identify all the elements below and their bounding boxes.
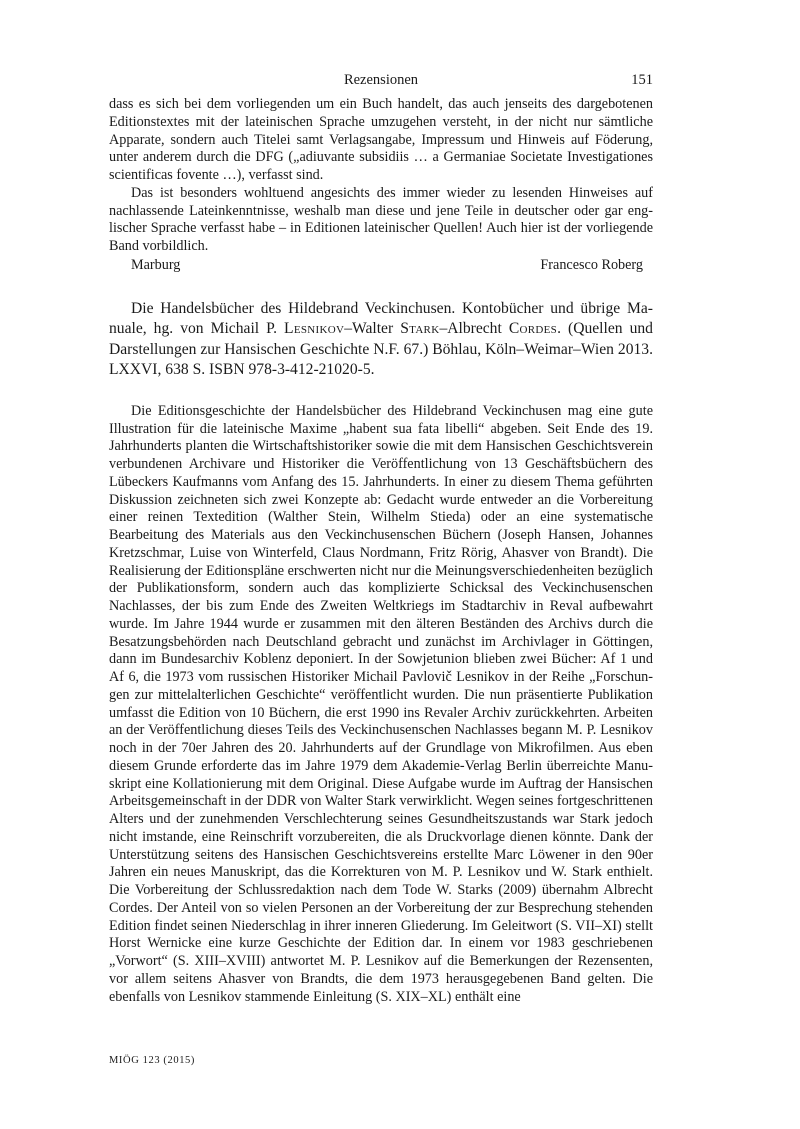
citation-text-1: Die Handelsbücher des Hildebrand Veckinchusen. Kontobücher und übrige Manuale, hg. von Michail P. — [109, 299, 653, 338]
running-head — [109, 70, 653, 96]
prev-review-paragraph-1: dass es sich bei dem vorliegenden um ein Buch handelt, das auch jenseits des dargebotenen Editionstextes mit der lateinischen Sprache umzugehen versteht, in der nicht nur sämtliche Apparate, sondern auch Titelei samt Verlagsangabe, Impressum und Hinweis auf Föderung, unter anderem durch die DFG („adiuvante subsidiis … a Germaniae Societate Investigationes scientificas fovente …), verfasst sind. — [109, 96, 653, 183]
journal-footer: MIÖG 123 (2015) — [109, 1055, 195, 1066]
citation-text-3: –Albrecht — [439, 320, 509, 338]
running-head-title: Rezensionen — [343, 72, 419, 88]
citation-text-4: . (Quellen und Darstellungen zur Hansischen Geschichte N.F. 67.) Böhlau, Köln–Weimar–Wien 2013. LXXVI, 638 S. ISBN 978-3-412-21020-5. — [109, 320, 653, 379]
editor-name-lesnikov: Lesnikov — [284, 320, 345, 338]
prev-review-paragraph-2: Das ist besonders wohltuend angesichts des immer wieder zu lesenden Hinweises auf nachlassende Lateinkenntnisse, weshalb man diese und jene Teile in deutscher oder gar englischer Sprache verfasst habe – in Editionen lateinischer Quellen! Auch hier ist der vorliegende Band vorbildlich. — [109, 184, 653, 254]
review-place: Marburg — [131, 256, 181, 273]
book-citation-heading — [109, 299, 653, 381]
citation-text-2: –Walter — [344, 320, 401, 338]
editor-name-stark: Stark — [400, 320, 440, 338]
review-signature — [109, 257, 653, 277]
page-content — [109, 70, 653, 1006]
reviewer-name: Francesco Roberg — [540, 256, 643, 273]
review-body: Die Editionsgeschichte der Handelsbücher des Hildebrand Veckinchusen mag eine gute Illustration für die lateinische Maxime „habent sua fata libelli“ abgeben. Seit Ende des 19. Jahrhunderts planten die Wirtschaftshistoriker sowie die mit dem Hansischen Geschichtsverein verbundenen Archivare und Historiker die Veröffentlichung von 13 Geschäftsbüchern des Lübeckers Kaufmanns vom Anfang des 15. Jahrhunderts. In einer zu diesem Thema geführten Diskussion zeichneten sich zwei Konzepte ab: Gedacht wurde entweder an die Vorbereitung einer reinen Textedition (Walther Stein, Wilhelm Stieda) oder an eine systematische Bearbeitung des Materials aus den Veckinchusenschen Büchern (Joseph Hansen, Johannes Kretzschmar, Luise von Winterfeld, Claus Nordmann, Fritz Rörig, Ahasver von Brandt). Die Realisierung der Editionspläne erschwerten nicht nur die Meinungsverschiedenheiten bezüglich der Publikationsform, sondern auch das komplizierte Schicksal des Veckinchusenschen Nachlasses, der bis zum Ende des Zweiten Weltkriegs im Stadtarchiv in Reval aufbewahrt wurde. Im Jahre 1944 wurde er zusammen mit den älteren Beständen des Archivs durch die Besatzungsbehörden nach Deutschland gebracht und zunächst im Archivlager in Göttingen, dann im Bundesarchiv Koblenz deponiert. In der Sowjetunion blieben zwei Bücher: Af 1 und Af 6, die 1973 vom russischen Historiker Michail Pavlovič Lesnikov in der Reihe „Forschungen zur mittelalterlichen Geschichte“ veröffentlicht wurden. Die nun präsentierte Publikation umfasst die Edition von 10 Büchern, die erst 1990 ins Revaler Archiv zurückkehrten. Arbeiten an der Veröffentlichung dieses Teils des Veckinchusenschen Nachlasses begann M. P. Lesnikov noch in der 70er Jahren des 20. Jahrhunderts auf der Grundlage von Mikrofilmen. Aus eben diesem Grunde erforderte das im Jahre 1979 dem Akademie-Verlag Berlin überreichte Manuskript eine Kollationierung mit dem Original. Diese Aufgabe wurde im Auftrag der Hansischen Arbeitsgemeinschaft in der DDR von Walter Stark verwirklicht. Wegen seines fortgeschrittenen Alters und der zunehmenden Verschlechterung seines Gesundheitszustands war Stark jedoch nicht imstande, eine Reinschrift vorzubereiten, die als Druckvorlage dienen könnte. Dank der Unterstützung seitens des Hansischen Geschichtsvereins erstellte Marc Löwener in den 90er Jahren ein neues Manuskript, das die Korrekturen von M. P. Lesnikov und W. Stark enthielt. Die Vorbereitung der Schlussredaktion nach dem Tode W. Starks (2009) übernahm Albrecht Cordes. Der Anteil von so vielen Personen an der Vorbereitung der zur Besprechung stehenden Edition findet seinen Niederschlag in ihrer inneren Gliederung. Im Geleitwort (S. VII–XI) stellt Horst Wernicke eine kurze Geschichte der Edition dar. In einem vor 1983 geschriebenen „Vorwort“ (S. XIII–XVIII) antwortet M. P. Lesnikov auf die Bemerkungen der Rezensenten, vor allem seitens Ahasver von Brandts, die dem 1973 herausgegebenen Band gelten. Die ebenfalls von Lesnikov stammende Einleitung (S. XIX–XL) enthält eine — [109, 402, 653, 1005]
page-number: 151 — [631, 72, 653, 88]
editor-name-cordes: Cordes — [508, 320, 558, 338]
